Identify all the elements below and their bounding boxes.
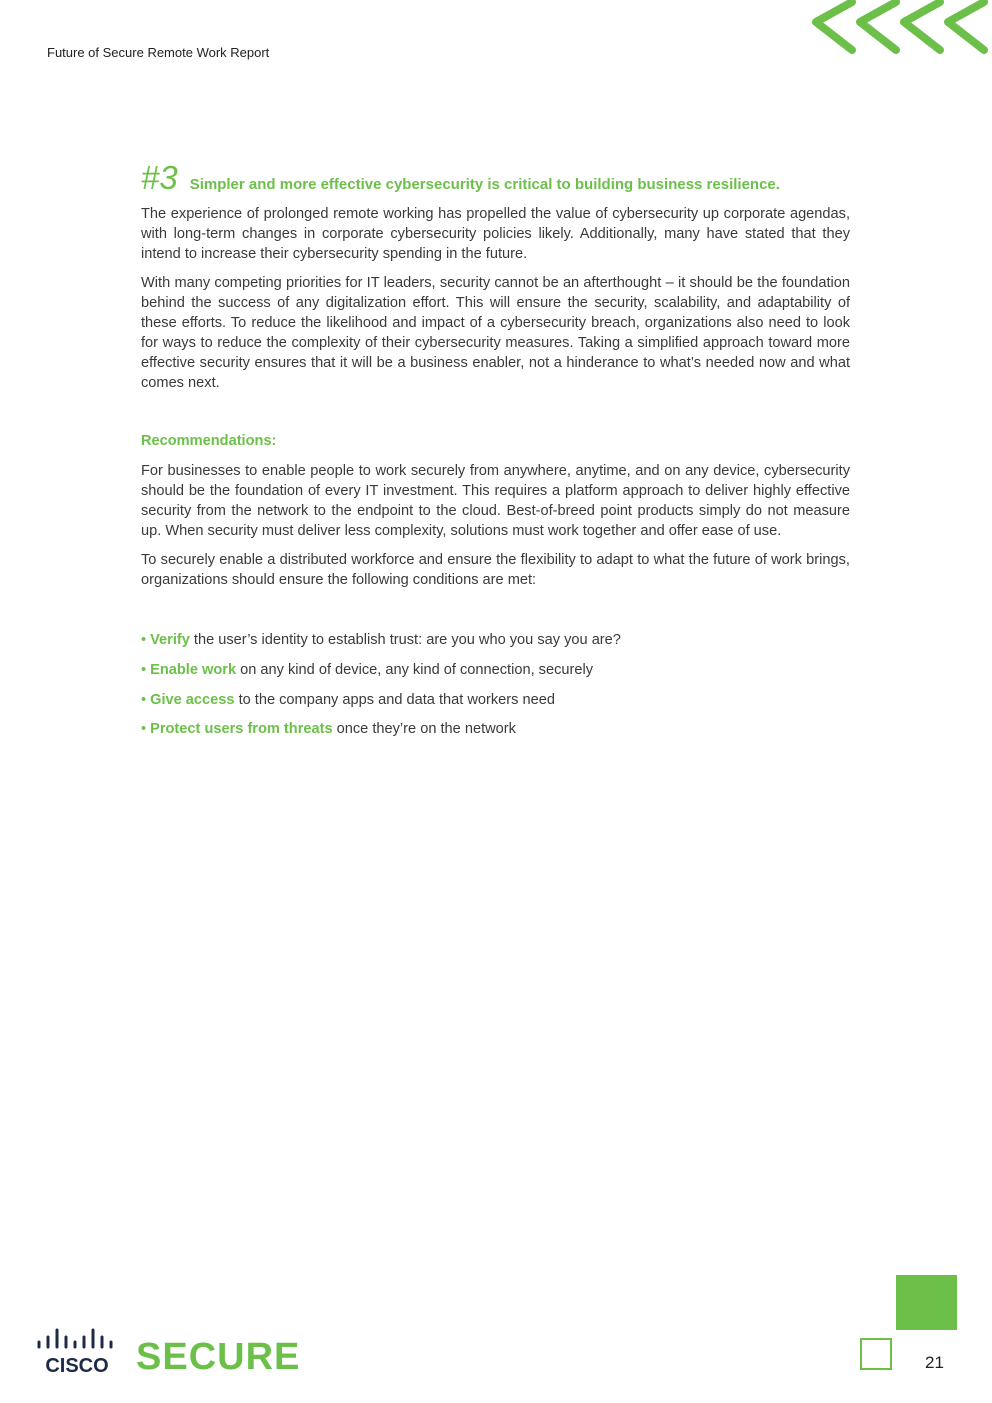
- section-title: Simpler and more effective cybersecurity is critical to building business resilience.: [189, 176, 780, 193]
- list-item: [141, 660, 850, 680]
- condition-highlight: Verify: [150, 632, 190, 648]
- list-item: [141, 690, 850, 710]
- section-number: #3: [141, 159, 178, 196]
- condition-highlight: Enable work: [150, 661, 237, 678]
- conditions-list: [141, 630, 850, 739]
- page-number: 21: [925, 1353, 944, 1372]
- condition-text: the user’s identity to establish trust: are you who you say you are?: [189, 632, 621, 648]
- condition-text: once they’re on the network: [332, 721, 516, 738]
- body-paragraph: With many competing priorities for IT leaders, security cannot be an afterthought – it should be the foundation behind the success of any digitalization effort. This will ensure the security, scalability, and adaptability of these efforts. To reduce the likelihood and impact of a cybersecurity breach, organizations also need to look for ways to reduce the complexity of their cybersecurity measures. Taking a simplified approach toward more effective security ensures that it will be a business enabler, not a hinderance to what’s needed now and what comes next.: [141, 275, 850, 391]
- decorative-outline-square: [860, 1338, 892, 1370]
- cisco-logo-icon: [36, 1328, 122, 1374]
- section-heading: [141, 160, 850, 196]
- bullet-icon: •: [141, 721, 147, 738]
- bullet-icon: •: [141, 632, 147, 648]
- decorative-green-square: [896, 1275, 957, 1330]
- condition-text: to the company apps and data that workers need: [234, 691, 555, 708]
- recommendations-heading: Recommendations:: [141, 433, 277, 449]
- report-title: Future of Secure Remote Work Report: [47, 45, 270, 60]
- recommendations-paragraph: For businesses to enable people to work securely from anywhere, anytime, and on any device, cybersecurity should be the foundation of every IT investment. This requires a platform approach to deliver highly effective security from the network to the endpoint to the cloud. Best-of-breed point products simply do not measure up. When security must deliver less complexity, solutions must work together and offer ease of use.: [141, 463, 850, 539]
- list-item: [141, 630, 850, 650]
- main-content: [141, 160, 850, 749]
- list-item: [141, 719, 850, 739]
- svg-text:CISCO: CISCO: [45, 1355, 109, 1374]
- bullet-icon: •: [141, 661, 147, 678]
- condition-highlight: Give access: [150, 691, 235, 708]
- secure-brand-word: SECURE: [136, 1336, 301, 1378]
- bullet-icon: •: [141, 691, 147, 708]
- recommendations-paragraph: To securely enable a distributed workforce and ensure the flexibility to adapt to what the future of work brings, organizations should ensure the following conditions are met:: [141, 552, 850, 588]
- condition-text: on any kind of device, any kind of connection, securely: [236, 661, 594, 678]
- body-paragraph: The experience of prolonged remote working has propelled the value of cybersecurity up corporate agendas, with long-term changes in corporate cybersecurity policies likely. Additionally, many have stated that they intend to increase their cybersecurity spending in the future.: [141, 206, 850, 262]
- condition-highlight: Protect users from threats: [150, 721, 333, 738]
- chevron-decoration-icon: [808, 0, 992, 60]
